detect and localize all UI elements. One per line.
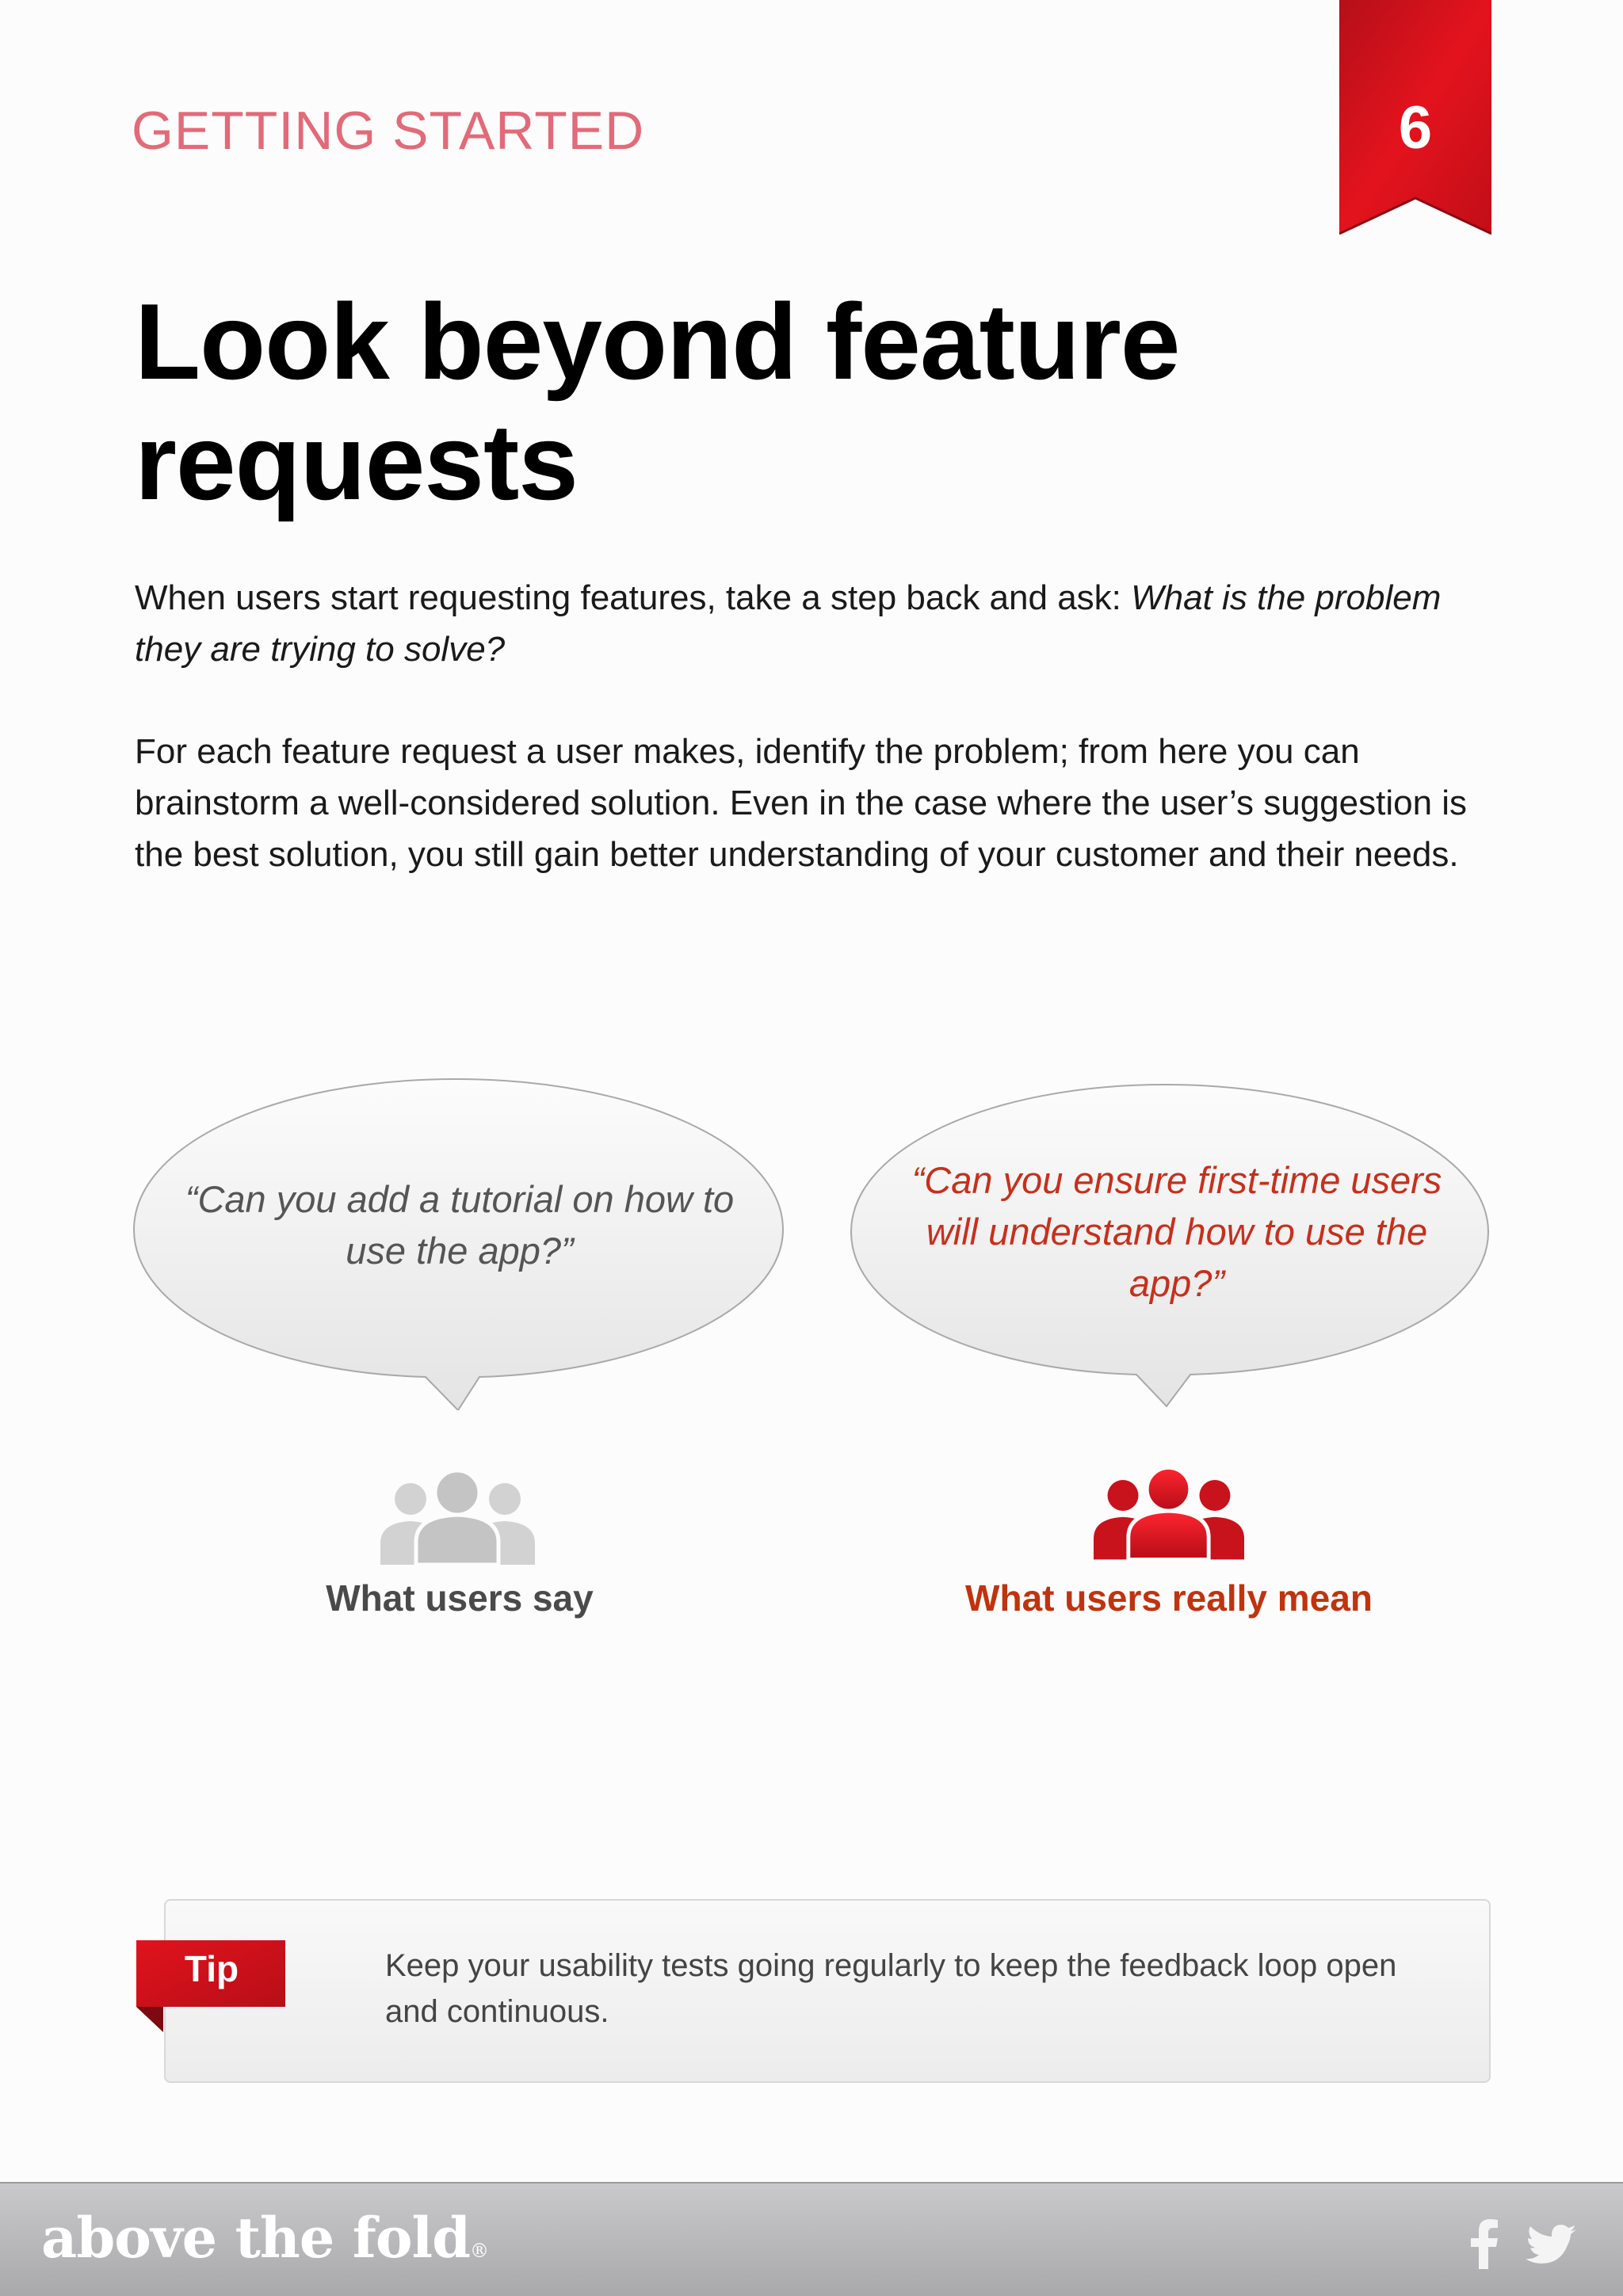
quote-what-users-say: “Can you add a tutorial on how to use the app?” (185, 1178, 735, 1272)
caption-what-users-mean: What users really mean (965, 1577, 1373, 1619)
explanation-paragraph: For each feature request a user makes, identify the problem; from here you can brainstorm a well-considered solution. Even in the case where the user’s suggestion is the best solution, you still gain better understanding of your customer and their needs. (135, 732, 1468, 874)
twitter-icon[interactable] (1526, 2225, 1576, 2266)
tip-label: Tip (184, 1948, 239, 1989)
brand-mark: ® (470, 2240, 489, 2262)
users-group-icon (380, 1466, 535, 1565)
users-group-icon-highlighted (1094, 1462, 1244, 1561)
intro-question: What is the problem they are trying to solve? (135, 578, 1442, 669)
section-label: GETTING STARTED (132, 101, 645, 161)
tip-text: Keep your usability tests going regularly to keep the feedback loop open and continuous. (385, 1948, 1397, 2029)
brand-logo (41, 2205, 488, 2271)
page-title: Look beyond feature requests (135, 281, 1180, 522)
quote-what-users-mean: “Can you ensure first-time users will understand how to use the app?” (911, 1159, 1442, 1304)
facebook-icon[interactable] (1468, 2218, 1499, 2269)
page-number: 6 (1398, 94, 1433, 162)
intro-text: When users start requesting features, take a step back and ask: (135, 578, 1132, 617)
caption-what-users-say: What users say (326, 1577, 594, 1619)
intro-paragraph (135, 572, 1498, 675)
brand-name: above the fold (41, 2205, 471, 2271)
